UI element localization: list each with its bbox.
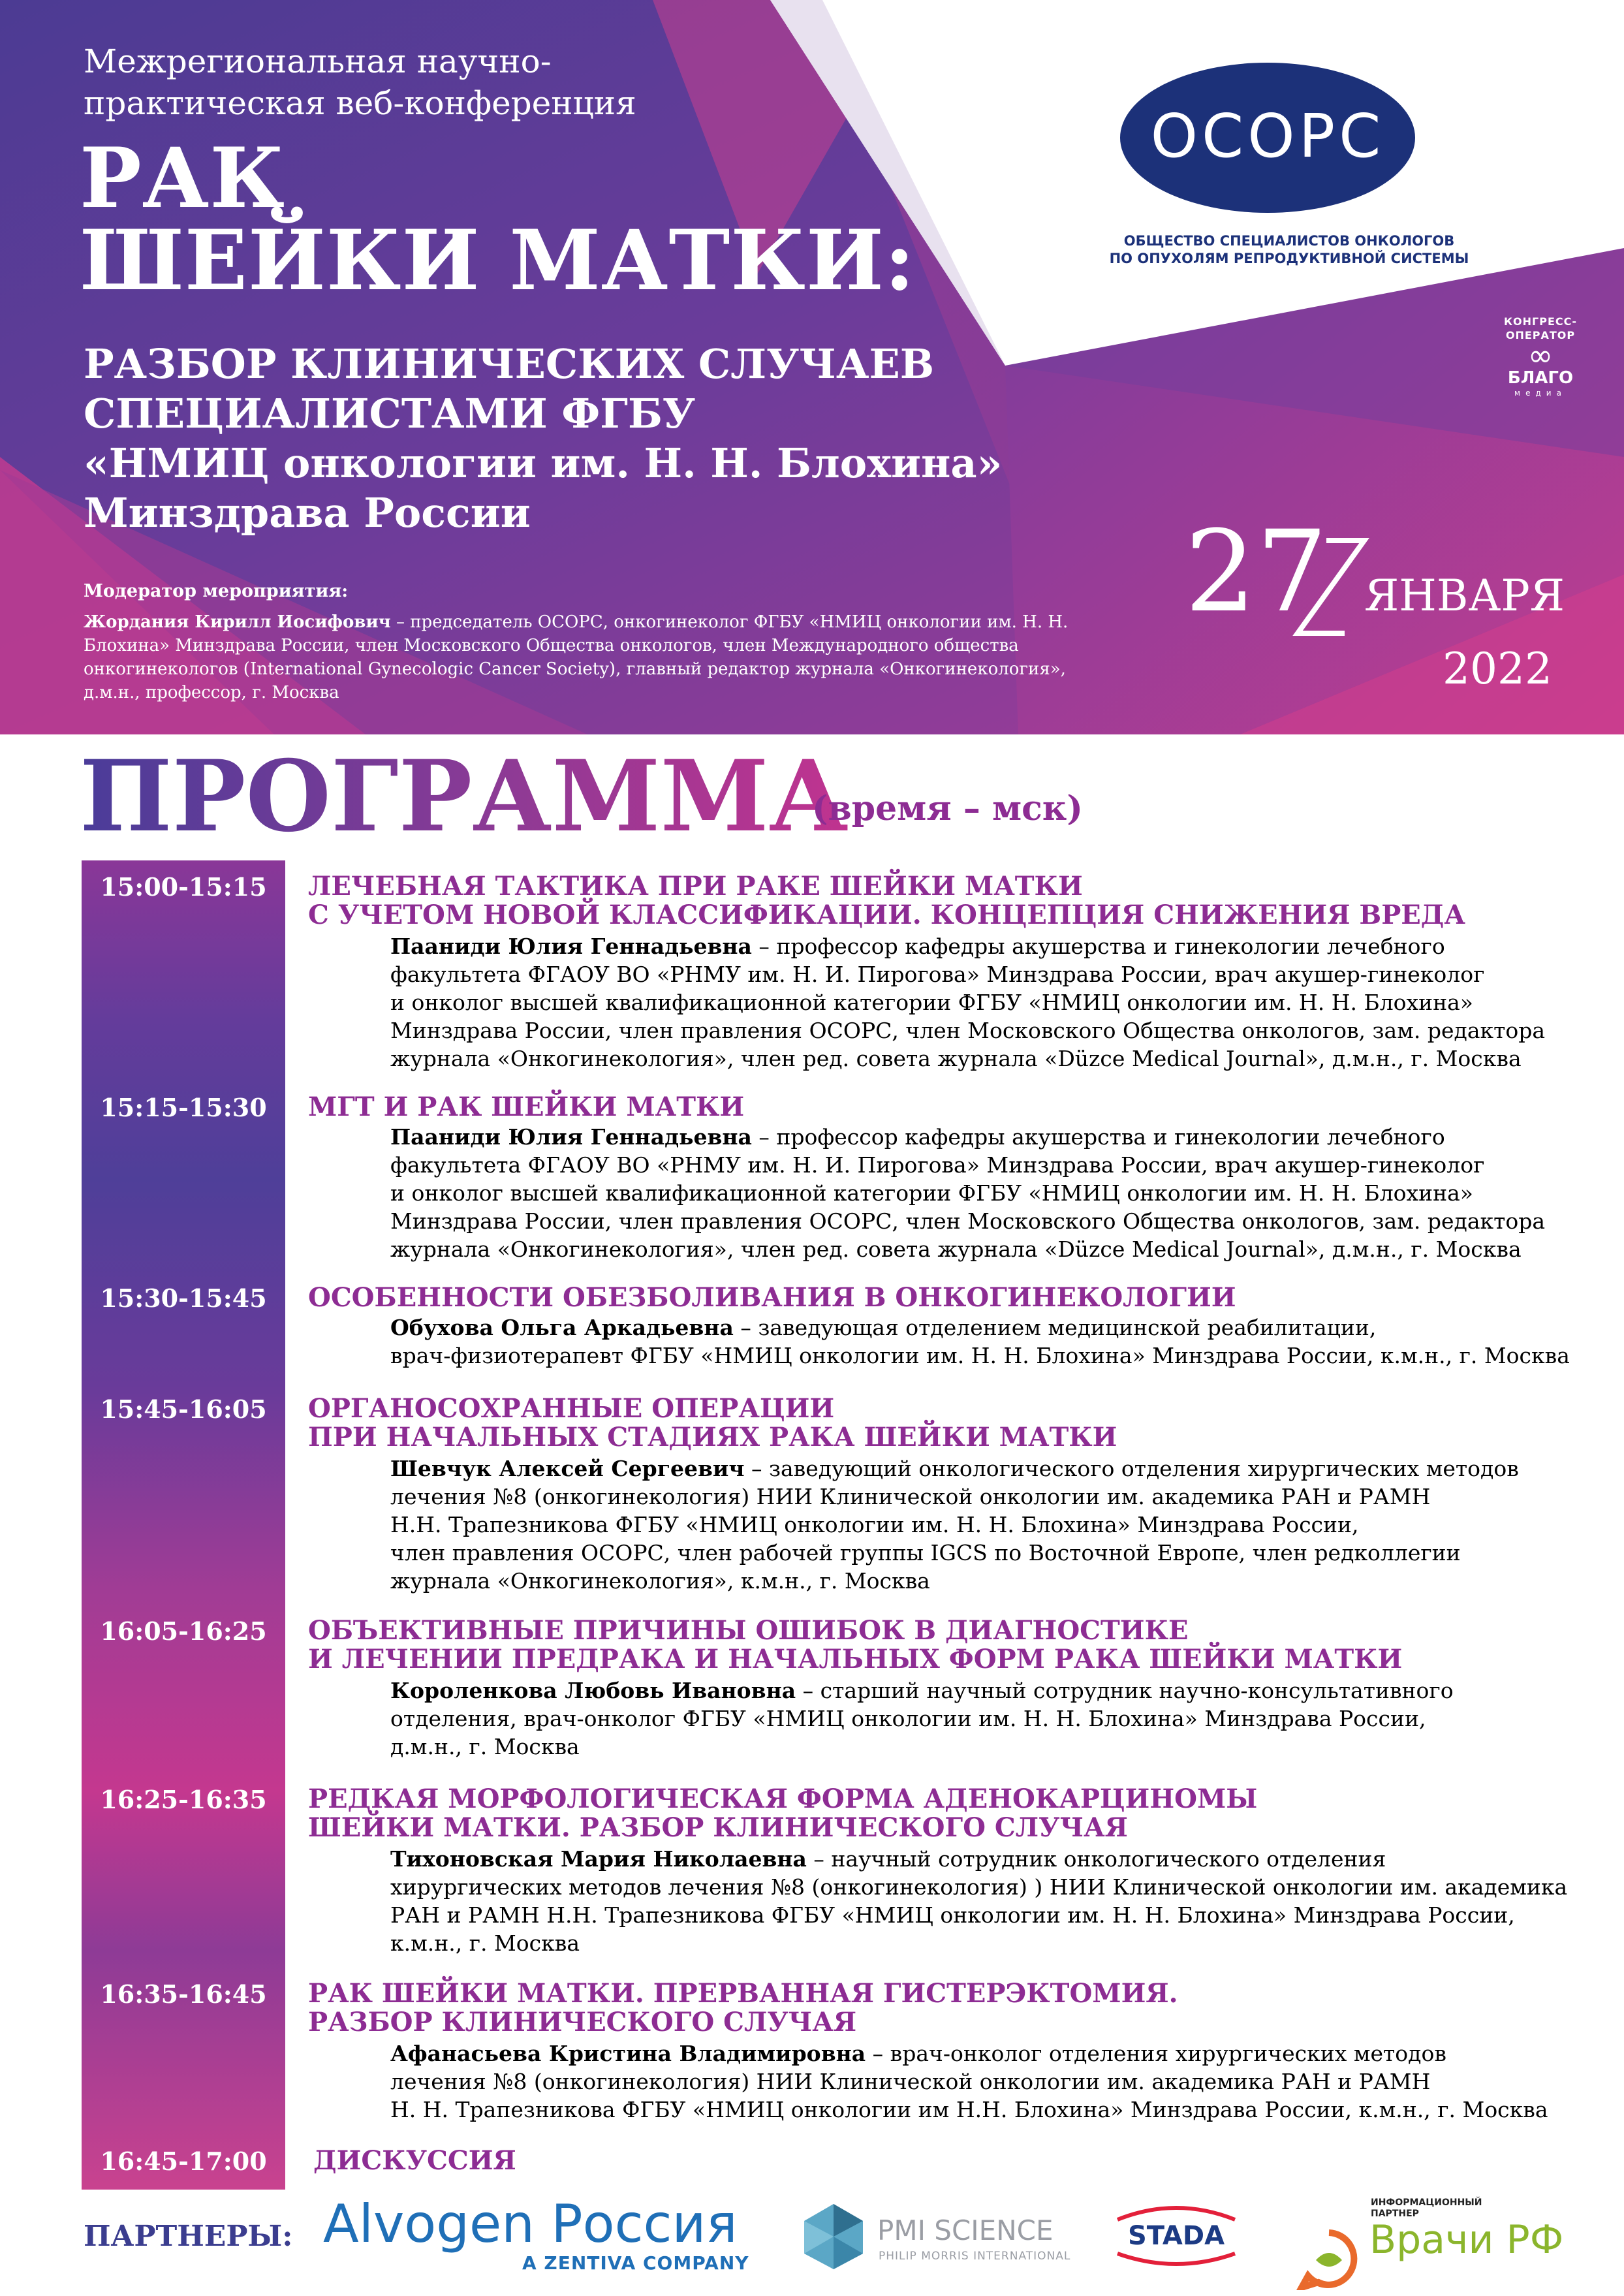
agenda-time: 15:00-15:15 (100, 872, 267, 902)
info-partner-label: ИНФОРМАЦИОННЫЙ ПАРТНЕР (1371, 2197, 1482, 2219)
agenda-speaker (390, 932, 1545, 1073)
moderator-info (84, 610, 1076, 704)
agenda-title: ОРГАНОСОХРАННЫЕ ОПЕРАЦИИ ПРИ НАЧАЛЬНЫХ СТАДИЯХ РАКА ШЕЙКИ МАТКИ (308, 1393, 1117, 1453)
agenda-speaker (390, 1845, 1567, 1957)
ocopc-caption: ОБЩЕСТВО СПЕЦИАЛИСТОВ ОНКОЛОГОВ ПО ОПУХОЛЯМ РЕПРОДУКТИВНОЙ СИСТЕМЫ (1109, 233, 1469, 266)
speaker-description: – научный сотрудник онкологического отделения хирургических методов лечения №8 (онкогинекология) ) НИИ Клинической онкологии им. академика РАН и РАМН Н.Н. Трапезникова ФГБУ «НМИЦ онкологии им. Н. Н. Блохина» Минздрава России, к.м.н., г. Москва (390, 1846, 1568, 1956)
date-year: 2022 (1443, 644, 1552, 694)
agenda-speaker (390, 1313, 1570, 1370)
agenda-time: 15:30-15:45 (100, 1283, 267, 1313)
speaker-description: – заведующая отделением медицинской реабилитации, врач-физиотерапевт ФГБУ «НМИЦ онкологии им. Н. Н. Блохина» Минздрава России, к.м.н., г. Москва (390, 1315, 1570, 1368)
moderator-description: – председатель ОСОРС, онкогинеколог ФГБУ «НМИЦ онкологии им. Н. Н. Блохина» Минздрава России, член Московского Общества онкологов, член Международного общества онкогинекологов (International Gynecologic Cancer Society), главный редактор журнала «Онкогинекология», д.м.н., профессор, г. Москва (84, 612, 1069, 702)
agenda-title: РАК ШЕЙКИ МАТКИ. ПРЕРВАННАЯ ГИСТЕРЭКТОМИЯ. РАЗБОР КЛИНИЧЕСКОГО СЛУЧАЯ (308, 1978, 1178, 2037)
program-title: ПРОГРАММА (80, 739, 849, 854)
agenda-title: МГТ И РАК ШЕЙКИ МАТКИ (308, 1092, 745, 1122)
agenda-speaker (390, 1676, 1454, 1761)
agenda-title: ОСОБЕННОСТИ ОБЕЗБОЛИВАНИЯ В ОНКОГИНЕКОЛОГИИ (308, 1282, 1236, 1313)
speaker-name: Пааниди Юлия Геннадьевна (390, 934, 752, 959)
conference-subtitle: РАЗБОР КЛИНИЧЕСКИХ СЛУЧАЕВ СПЕЦИАЛИСТАМИ ФГБУ «НМИЦ онкологии им. Н. Н. Блохина» Минздрава России (84, 340, 1003, 537)
congress-operator-logo: КОНГРЕСС- ОПЕРАТОР ∞ БЛАГО медиа (1488, 315, 1593, 398)
ocopc-logo: ОСОРС (1120, 63, 1415, 213)
agenda-time: 15:15-15:30 (100, 1093, 267, 1122)
agenda-title: ЛЕЧЕБНАЯ ТАКТИКА ПРИ РАКЕ ШЕЙКИ МАТКИ С УЧЕТОМ НОВОЙ КЛАССИФИКАЦИИ. КОНЦЕПЦИЯ СНИЖЕНИЯ ВРЕДА (308, 871, 1465, 930)
agenda-title: ОБЪЕКТИВНЫЕ ПРИЧИНЫ ОШИБОК В ДИАГНОСТИКЕ И ЛЕЧЕНИИ ПРЕДРАКА И НАЧАЛЬНЫХ ФОРМ РАКА ШЕЙКИ МАТКИ (308, 1615, 1403, 1675)
speaker-name: Тихоновская Мария Николаевна (390, 1846, 807, 1872)
agenda-title: ДИСКУССИЯ (313, 2145, 516, 2176)
agenda-speaker (390, 1123, 1545, 1263)
speaker-name: Шевчук Алексей Сергеевич (390, 1456, 745, 1481)
program-time-note: (время – мск) (812, 789, 1083, 828)
speaker-name: Обухова Ольга Аркадьевна (390, 1315, 734, 1340)
speaker-description: – профессор кафедры акушерства и гинекологии лечебного факультета ФГАОУ ВО «РНМУ им. Н. И. Пирогова» Минздрава России, врач акушер-гинеколог и онколог высшей квалификационной категории ФГБУ «НМИЦ онкологии им. Н. Н. Блохина» Минздрава России, член правления ОСОРС, член Московского Общества онкологов, зам. редактора журнала «Онкогинекология», член ред. совета журнала «Düzce Medical Journal», д.м.н., г. Москва (390, 934, 1546, 1071)
speaker-name: Пааниди Юлия Геннадьевна (390, 1124, 752, 1150)
speaker-name: Короленкова Любовь Ивановна (390, 1678, 796, 1703)
speaker-description: – старший научный сотрудник научно-консультативного отделения, врач-онколог ФГБУ «НМИЦ онкологии им. Н. Н. Блохина» Минздрава России, д.м.н., г. Москва (390, 1678, 1454, 1759)
stada-logo: STADA (1104, 2199, 1248, 2271)
agenda-time: 15:45-16:05 (100, 1394, 267, 1424)
alvogen-subtitle: A ZENTIVA COMPANY (522, 2252, 749, 2274)
infinity-icon: ∞ (1527, 338, 1554, 373)
speaker-description: – заведующий онкологического отделения хирургических методов лечения №8 (онкогинекология) НИИ Клинической онкологии им. академика РАН и РАМН Н.Н. Трапезникова ФГБУ «НМИЦ онкологии им. Н. Н. Блохина» Минздрава России, член правления ОСОРС, член рабочей группы IGCS по Восточной Европе, член редколлегии журнала «Онкогинекология», к.м.н., г. Москва (390, 1456, 1519, 1594)
speaker-name: Афанасьева Кристина Владимировна (390, 2041, 866, 2066)
agenda-speaker (390, 2039, 1548, 2124)
agenda-time: 16:35-16:45 (100, 1979, 267, 2009)
main-title: РАК ШЕЙКИ МАТКИ: (80, 130, 916, 309)
date-day: 27 (1185, 506, 1328, 637)
partners-label: ПАРТНЕРЫ: (84, 2220, 293, 2253)
agenda-time: 16:05-16:25 (100, 1616, 267, 1646)
agenda-time: 16:45-17:00 (100, 2147, 267, 2176)
pmi-science-subtitle: PHILIP MORRIS INTERNATIONAL (879, 2250, 1071, 2263)
conference-type: Межрегиональная научно- практическая веб-конференция (84, 42, 636, 122)
date-month: ЯНВАРЯ (1364, 571, 1565, 621)
alvogen-logo: Alvogen Россия (323, 2194, 738, 2254)
moderator-name: Жордания Кирилл Иосифович (84, 612, 391, 632)
pmi-science-name: PMI SCIENCE (877, 2214, 1054, 2246)
agenda-speaker (390, 1455, 1519, 1595)
moderator-label: Модератор мероприятия: (84, 581, 349, 601)
header-banner (0, 0, 1624, 734)
vrachi-rf-icon (1296, 2227, 1362, 2290)
agenda-title: РЕДКАЯ МОРФОЛОГИЧЕСКАЯ ФОРМА АДЕНОКАРЦИНОМЫ ШЕЙКИ МАТКИ. РАЗБОР КЛИНИЧЕСКОГО СЛУЧАЯ (308, 1784, 1258, 1843)
speaker-description: – врач-онколог отделения хирургических методов лечения №8 (онкогинекология) НИИ Клинической онкологии им. академика РАН и РАМН Н. Н. Трапезникова ФГБУ «НМИЦ онкологии им Н.Н. Блохина» Минздрава России, к.м.н., г. Москва (390, 2041, 1548, 2122)
vrachi-rf-logo: Врачи РФ (1369, 2217, 1564, 2263)
speaker-description: – профессор кафедры акушерства и гинекологии лечебного факультета ФГАОУ ВО «РНМУ им. Н. И. Пирогова» Минздрава России, врач акушер-гинеколог и онколог высшей квалификационной категории ФГБУ «НМИЦ онкологии им. Н. Н. Блохина» Минздрава России, член правления ОСОРС, член Московского Общества онкологов, зам. редактора журнала «Онкогинекология», член ред. совета журнала «Düzce Medical Journal», д.м.н., г. Москва (390, 1124, 1546, 1262)
agenda-time: 16:25-16:35 (100, 1785, 267, 1814)
pmi-science-icon (798, 2200, 869, 2272)
